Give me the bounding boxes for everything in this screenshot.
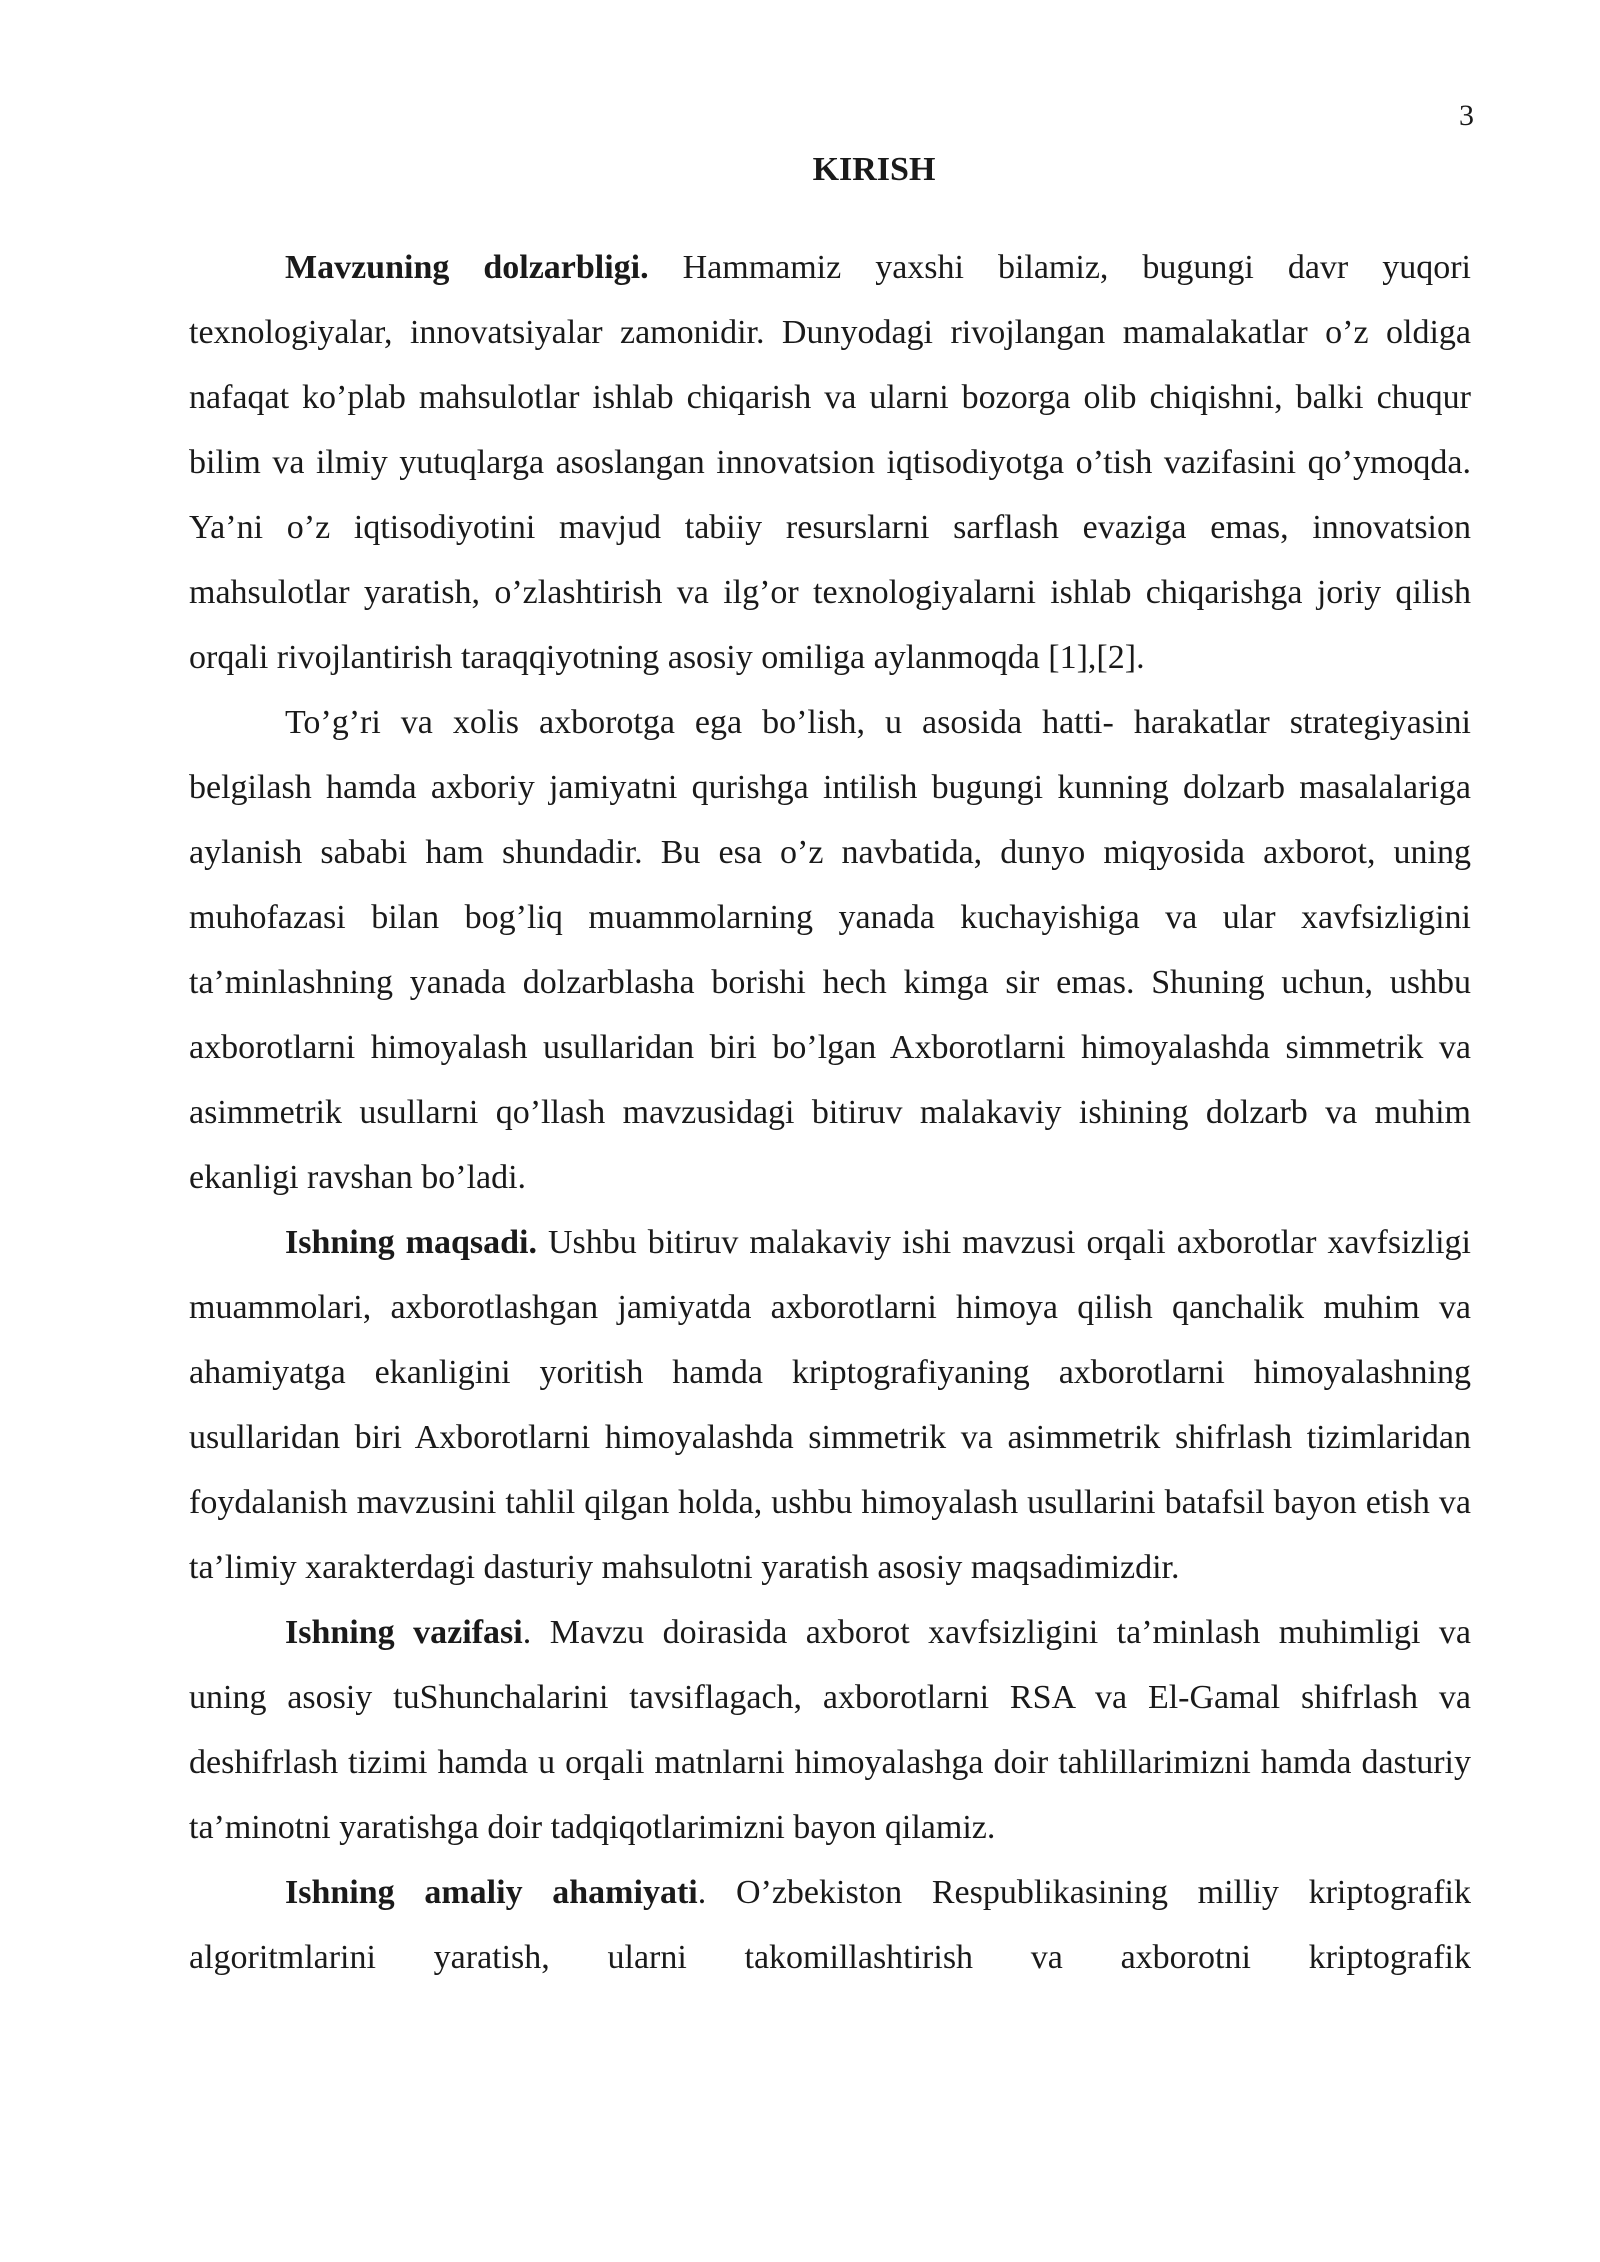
paragraph-tasks: [189, 1600, 1471, 1860]
paragraph-lead: Ishning maqsadi.: [285, 1224, 537, 1261]
paragraph-text: To’g’ri va xolis axborotga ega bo’lish, u asosida hatti- harakatlar strategiyasini belgilash hamda axboriy jamiyatni qurishga intilish bugungi kunning dolzarb masalalariga aylanish sababi ham shundadir. Bu esa o’z navbatida, dunyo miqyosida axborot, uning muhofazasi bilan bog’liq muammolarning yanada kuchayishiga va ular xavfsizligini ta’minlashning yanada dolzarblasha borishi hech kimga sir emas. Shuning uchun, ushbu axborotlarni himoyalash usullaridan biri bo’lgan Axborotlarni himoyalashda simmetrik va asimmetrik usullarni qo’llash mavzusidagi bitiruv malakaviy ishining dolzarb va muhim ekanligi ravshan bo’ladi.: [189, 704, 1471, 1196]
document-body: [189, 235, 1471, 1990]
paragraph-lead: Ishning vazifasi: [285, 1614, 523, 1651]
paragraph-text: . O’zbekiston Respublikasining milliy kriptografik algoritmlarini yaratish, ularni takomillashtirish va axborotni kriptografik: [189, 1874, 1471, 1976]
section-heading: KIRISH: [812, 151, 936, 188]
paragraph-goal: [189, 1210, 1471, 1600]
paragraph-practical-value: [189, 1860, 1471, 1990]
paragraph-relevance: [189, 235, 1471, 690]
paragraph-information: [189, 690, 1471, 1210]
page-number: 3: [1459, 99, 1474, 132]
paragraph-text: Ushbu bitiruv malakaviy ishi mavzusi orqali axborotlar xavfsizligi muammolari, axborotlashgan jamiyatda axborotlarni himoya qilish qanchalik muhim va ahamiyatga ekanligini yoritish hamda kriptografiyaning axborotlarni himoyalashning usullaridan biri Axborotlarni himoyalashda simmetrik va asimmetrik shifrlash tizimlaridan foydalanish mavzusini tahlil qilgan holda, ushbu himoyalash usullarini batafsil bayon etish va ta’limiy xarakterdagi dasturiy mahsulotni yaratish asosiy maqsadimizdir.: [189, 1224, 1471, 1586]
paragraph-text: . Mavzu doirasida axborot xavfsizligini ta’minlash muhimligi va uning asosiy tuShunchalarini tavsiflagach, axborotlarni RSA va El-Gamal shifrlash va deshifrlash tizimi hamda u orqali matnlarni himoyalashga doir tahlillarimizni hamda dasturiy ta’minotni yaratishga doir tadqiqotlarimizni bayon qilamiz.: [189, 1614, 1471, 1846]
paragraph-text: Hammamiz yaxshi bilamiz, bugungi davr yuqori texnologiyalar, innovatsiyalar zamonidir. Dunyodagi rivojlangan mamalakatlar o’z oldiga nafaqat ko’plab mahsulotlar ishlab chiqarish va ularni bozorga olib chiqishni, balki chuqur bilim va ilmiy yutuqlarga asoslangan innovatsion iqtisodiyotga o’tish vazifasini qo’ymoqda. Ya’ni o’z iqtisodiyotini mavjud tabiiy resurslarni sarflash evaziga emas, innovatsion mahsulotlar yaratish, o’zlashtirish va ilg’or texnologiyalarni ishlab chiqarishga joriy qilish orqali rivojlantirish taraqqiyotning asosiy omiliga aylanmoqda [1],[2].: [189, 249, 1471, 676]
paragraph-lead: Ishning amaliy ahamiyati: [285, 1874, 698, 1911]
paragraph-lead: Mavzuning dolzarbligi.: [285, 249, 649, 286]
